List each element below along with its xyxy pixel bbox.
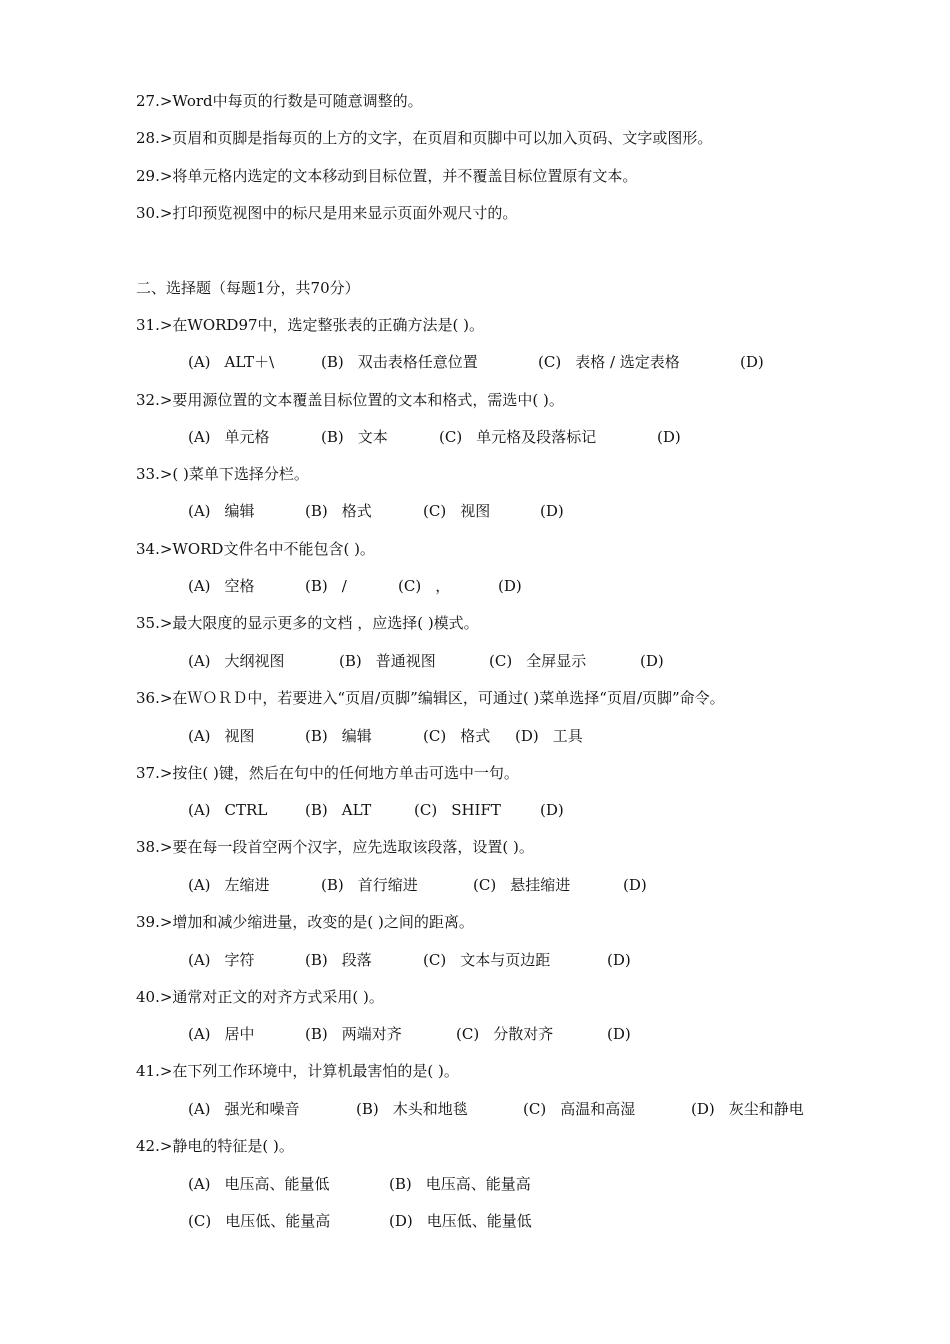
option-d: (D) [498,577,522,595]
question-39: 39.>增加和减少缩进量，改变的是( )之间的距离。 [136,913,474,931]
question-35: 35.>最大限度的显示更多的文档 ，应选择( )模式。 [136,614,479,632]
option-d: (D) 电压低、能量低 [389,1212,532,1230]
option-a: (A) 字符 [188,951,255,969]
option-a: (A) 强光和噪音 [188,1100,300,1118]
section-title: 二、选择题（每题1分，共70分） [136,279,360,297]
question-32: 32.>要用源位置的文本覆盖目标位置的文本和格式，需选中( )。 [136,391,564,409]
option-b: (B) 段落 [305,951,372,969]
option-d: (D) 灰尘和静电 [691,1100,804,1118]
question-42: 42.>静电的特征是( )。 [136,1137,294,1155]
option-c: (C) 全屏显示 [489,652,587,670]
question-33: 33.>( )菜单下选择分栏。 [136,465,309,483]
statement-30: 30.>打印预览视图中的标尺是用来显示页面外观尺寸的。 [136,204,518,222]
option-b: (B) 电压高、能量高 [389,1175,531,1193]
option-d: (D) [623,876,647,894]
question-36: 36.>在ＷＯＲＤ中，若要进入“页眉/页脚”编辑区，可通过( )菜单选择“页眉/页脚”命令。 [136,689,725,707]
option-a: (A) 空格 [188,577,255,595]
option-a: (A) 左缩进 [188,876,270,894]
option-c: (C) SHIFT [414,801,501,819]
option-d: (D) [657,428,681,446]
option-a: (A) 视图 [188,727,255,745]
option-a: (A) 电压高、能量低 [188,1175,330,1193]
question-31: 31.>在WORD97中，选定整张表的正确方法是( )。 [136,316,485,334]
question-37: 37.>按住( )键，然后在句中的任何地方单击可选中一句。 [136,764,519,782]
option-b: (B) 两端对齐 [305,1025,402,1043]
option-c: (C) 分散对齐 [456,1025,554,1043]
option-d: (D) [540,801,564,819]
option-b: (B) 双击表格任意位置 [321,353,478,371]
option-c: (C) 电压低、能量高 [188,1212,331,1230]
question-34: 34.>WORD文件名中不能包含( )。 [136,540,375,558]
option-a: (A) ALT＋\ [188,353,275,371]
option-c: (C) 视图 [423,502,491,520]
option-d: (D) [640,652,664,670]
option-b: (B) 文本 [321,428,388,446]
option-c: (C) 文本与页边距 [423,951,551,969]
option-a: (A) 大纲视图 [188,652,285,670]
option-c: (C) 表格 / 选定表格 [538,353,680,371]
option-b: (B) / [305,577,347,595]
option-b: (B) 普通视图 [339,652,436,670]
option-d: (D) [607,1025,631,1043]
option-d: (D) 工具 [515,727,583,745]
option-d: (D) [607,951,631,969]
option-c: (C) ， [398,577,451,595]
option-c: (C) 悬挂缩进 [473,876,571,894]
option-a: (A) CTRL [188,801,268,819]
option-d: (D) [540,502,564,520]
option-c: (C) 高温和高湿 [523,1100,636,1118]
option-a: (A) 居中 [188,1025,255,1043]
statement-29: 29.>将单元格内选定的文本移动到目标位置，并不覆盖目标位置原有文本。 [136,167,638,185]
question-38: 38.>要在每一段首空两个汉字，应先选取该段落，设置( )。 [136,838,534,856]
option-b: (B) ALT [305,801,372,819]
statement-28: 28.>页眉和页脚是指每页的上方的文字，在页眉和页脚中可以加入页码、文字或图形。 [136,129,713,147]
option-c: (C) 单元格及段落标记 [439,428,597,446]
option-b: (B) 格式 [305,502,372,520]
option-b: (B) 首行缩进 [321,876,418,894]
question-40: 40.>通常对正文的对齐方式采用( )。 [136,988,384,1006]
question-41: 41.>在下列工作环境中，计算机最害怕的是( )。 [136,1062,459,1080]
option-c: (C) 格式 [423,727,491,745]
option-a: (A) 编辑 [188,502,255,520]
option-d: (D) [740,353,764,371]
option-b: (B) 木头和地毯 [356,1100,468,1118]
option-b: (B) 编辑 [305,727,372,745]
statement-27: 27.>Word中每页的行数是可随意调整的。 [136,92,423,110]
option-a: (A) 单元格 [188,428,270,446]
